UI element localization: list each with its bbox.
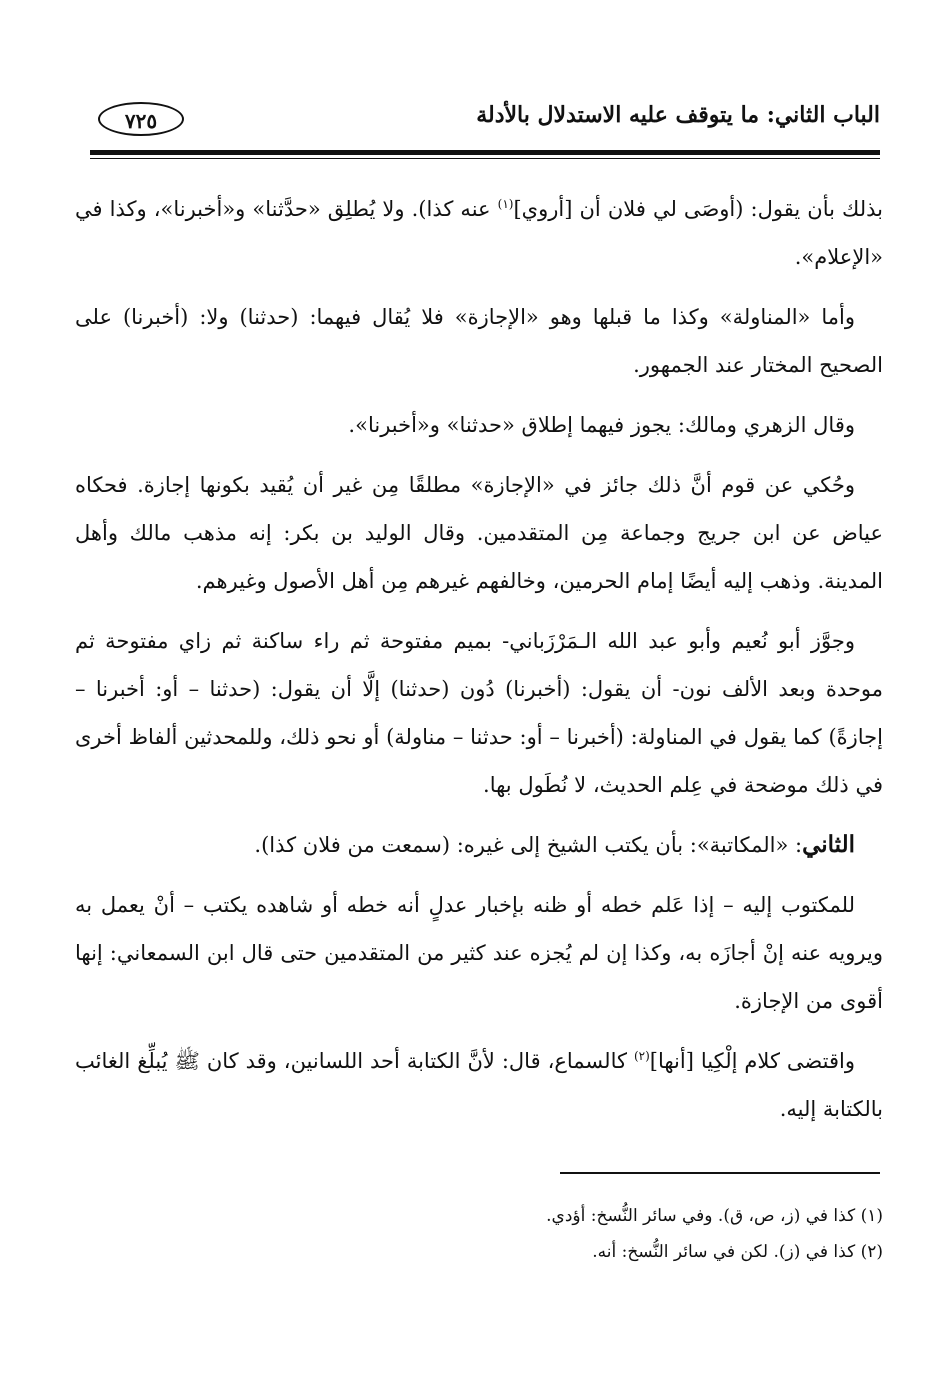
paragraph-1-rest: عنه كذا). ولا يُطلِق «حدَّثنا» و«أخبرنا»، وكذا في «الإعلام».	[75, 197, 883, 269]
paragraph-8-text: واقتضى كلام إلْكِيا [أنها]	[649, 1049, 855, 1073]
page-header	[90, 98, 880, 148]
paragraph-5: وجوَّز أبو نُعيم وأبو عبد الله الـمَرْزَباني- بميم مفتوحة ثم راء ساكنة ثم زاي مفتوحة ثم موحدة وبعد الألف نون- أن يقول: (أخبرنا) دُون (حدثنا) إلَّا أن يقول: (حدثنا – أو: أخبرنا – إجازةً) كما يقول في المناولة: (أخبرنا – أو: حدثنا – مناولة) أو نحو ذلك، وللمحدثين ألفاظ أخرى في ذلك موضحة في عِلم الحديث، لا نُطَول بها.	[75, 629, 883, 797]
paragraph-8	[75, 1037, 883, 1133]
paragraph-6-text: : «المكاتبة»: بأن يكتب الشيخ إلى غيره: (سمعت من فلان كذا).	[254, 833, 803, 857]
page-number-badge: ٧٢٥	[98, 102, 184, 136]
footnote-1: (١) كذا في (ز، ص، ق). وفي سائر النُّسخ: أؤدي.	[546, 1206, 883, 1226]
paragraph-6-lead: الثاني	[802, 831, 855, 858]
header-rule-thick	[90, 150, 880, 155]
paragraph-4: وحُكي عن قوم أنَّ ذلك جائز في «الإجازة» مطلقًا مِن غير أن يُقيد بكونها إجازة. فحكاه عياض عن ابن جريج وجماعة مِن المتقدمين. وقال الوليد بن بكر: إنه مذهب مالك وأهل المدينة. وذهب إليه أيضًا إمام الحرمين، وخالفهم غيرهم مِن أهل الأصول وغيرهم.	[75, 473, 883, 593]
paragraph-6	[75, 821, 883, 869]
main-text	[75, 185, 883, 1145]
paragraph-1	[75, 185, 883, 281]
header-rule-thin	[90, 158, 880, 159]
paragraph-7: للمكتوب إليه – إذا عَلم خطه أو ظنه بإخبار عدلٍ أنه خطه أو شاهده يكتب – أنْ يعمل به ويرويه عنه إنْ أجازَه به، وكذا إن لم يُجزه عند كثير من المتقدمين حتى قال ابن السمعاني: إنها أقوى من الإجازة.	[75, 893, 883, 1013]
footnote-ref-1[interactable]: (١)	[497, 197, 514, 211]
footnote-separator	[560, 1172, 880, 1174]
running-title: الباب الثاني: ما يتوقف عليه الاستدلال بالأدلة	[476, 102, 880, 128]
footnotes	[75, 1198, 883, 1270]
footnote-2: (٢) كذا في (ز). لكن في سائر النُّسخ: أنه.	[592, 1242, 883, 1262]
paragraph-8-rest: كالسماع، قال: لأنَّ الكتابة أحد اللسانين، وقد كان ﷺ يُبلِّغ الغائب بالكتابة إليه.	[75, 1049, 883, 1121]
paragraph-2: وأما «المناولة» وكذا ما قبلها وهو «الإجازة» فلا يُقال فيهما: (حدثنا) ولا: (أخبرنا) على الصحيح المختار عند الجمهور.	[75, 305, 883, 377]
footnote-ref-2[interactable]: (٢)	[633, 1049, 650, 1063]
paragraph-1-text: بذلك بأن يقول: (أوصَى لي فلان أن [أروي]	[513, 197, 883, 221]
paragraph-3: وقال الزهري ومالك: يجوز فيهما إطلاق «حدثنا» و«أخبرنا».	[348, 413, 855, 437]
